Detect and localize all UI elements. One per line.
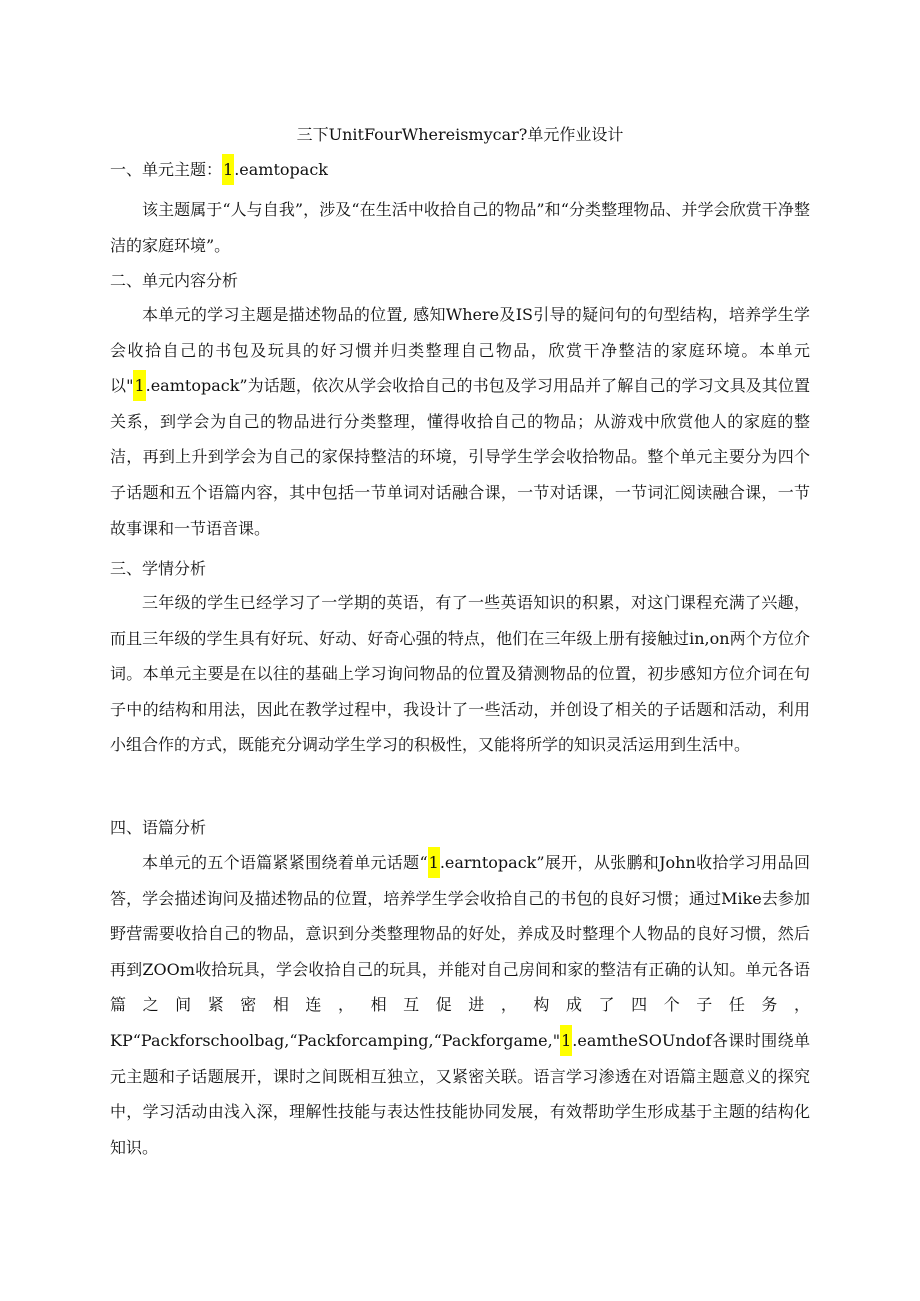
section-2-text-b: .eamtopack”为话题，依次从学会收拾自己的书包及学习用品并了解自己的学习文具及其位置关系，到学会为自己的物品进行分类整理，懂得收拾自己的物品；从游戏中欣赏他人的家庭的整洁，再到上升到学会为自己的家保持整洁的环境，引导学生学会收拾物品。整个单元主要分为四个子话题和五个语篇内容，其中包括一节单词对话融合课，一节对话课，一节词汇阅读融合课，一节故事课和一节语音课。 <box>110 376 810 538</box>
section-4-paragraph <box>110 845 810 1165</box>
section-4-heading: 四、语篇分析 <box>110 818 207 837</box>
document-title: 三下UnitFourWhereismycar?单元作业设计 <box>296 125 624 144</box>
section-2-text-a: 本单元的学习主题是描述物品的位置, 感知Where及IS引导的疑问句的句型结构，培养学生学会收拾自己的书包及玩具的好习惯并归类整理自己物品，欣赏干净整洁的家庭环境。本单元以" <box>110 305 810 396</box>
highlight-mark: 1 <box>133 370 145 401</box>
section-4-text-a: 本单元的五个语篇紧紧围绕着单元话题“ <box>142 853 428 872</box>
section-3-heading: 三、学情分析 <box>110 559 207 578</box>
section-4-text-b: .earntopack”展开，从张鹏和John收拾学习用品回答，学会描述询问及描述物品的位置，培养学生学会收拾自己的书包的良好习惯；通过Mike去参加野营需要收拾自己的物品，意识到分类整理物品的好处，养成及时整理个人物品的良好习惯，然后再到ZOOm收拾玩具，学会收拾自己的玩具，并能对自己房间和家的整洁有正确的认知。单元各语篇之间紧密相连，相互促进，构成了四个子任务，KP“Packforschoolbag,“Packforcamping,“Packforgame," <box>110 853 810 1050</box>
highlight-mark: 1 <box>560 1025 572 1056</box>
highlight-mark: 1 <box>428 847 440 878</box>
section-1-topic: .eamtopack <box>234 160 328 179</box>
section-1-heading <box>110 159 810 181</box>
section-1-heading-label: 一、单元主题： <box>110 160 223 179</box>
highlight-mark: 1 <box>222 154 234 185</box>
section-2-paragraph <box>110 297 810 546</box>
section-1-paragraph: 该主题属于“人与自我”，涉及“在生活中收拾自己的物品”和“分类整理物品、并学会欣赏干净整洁的家庭环境”。 <box>110 200 810 255</box>
section-2-heading: 二、单元内容分析 <box>110 271 239 290</box>
section-4-text-c: .eamtheSOUndof各课时围绕单元主题和子话题展开，课时之间既相互独立，又紧密关联。语言学习渗透在对语篇主题意义的探究中，学习活动由浅入深，理解性技能与表达性技能协同发展，有效帮助学生形成基于主题的结构化知识。 <box>110 1030 810 1157</box>
section-3-paragraph: 三年级的学生已经学习了一学期的英语，有了一些英语知识的积累，对这门课程充满了兴趣，而且三年级的学生具有好玩、好动、好奇心强的特点，他们在三年级上册有接触过in,on两个方位介词。本单元主要是在以往的基础上学习询问物品的位置及猜测物品的位置，初步感知方位介词在句子中的结构和用法，因此在教学过程中，我设计了一些活动，并创设了相关的子话题和活动，利用小组合作的方式，既能充分调动学生学习的积极性，又能将所学的知识灵活运用到生活中。 <box>110 593 810 755</box>
